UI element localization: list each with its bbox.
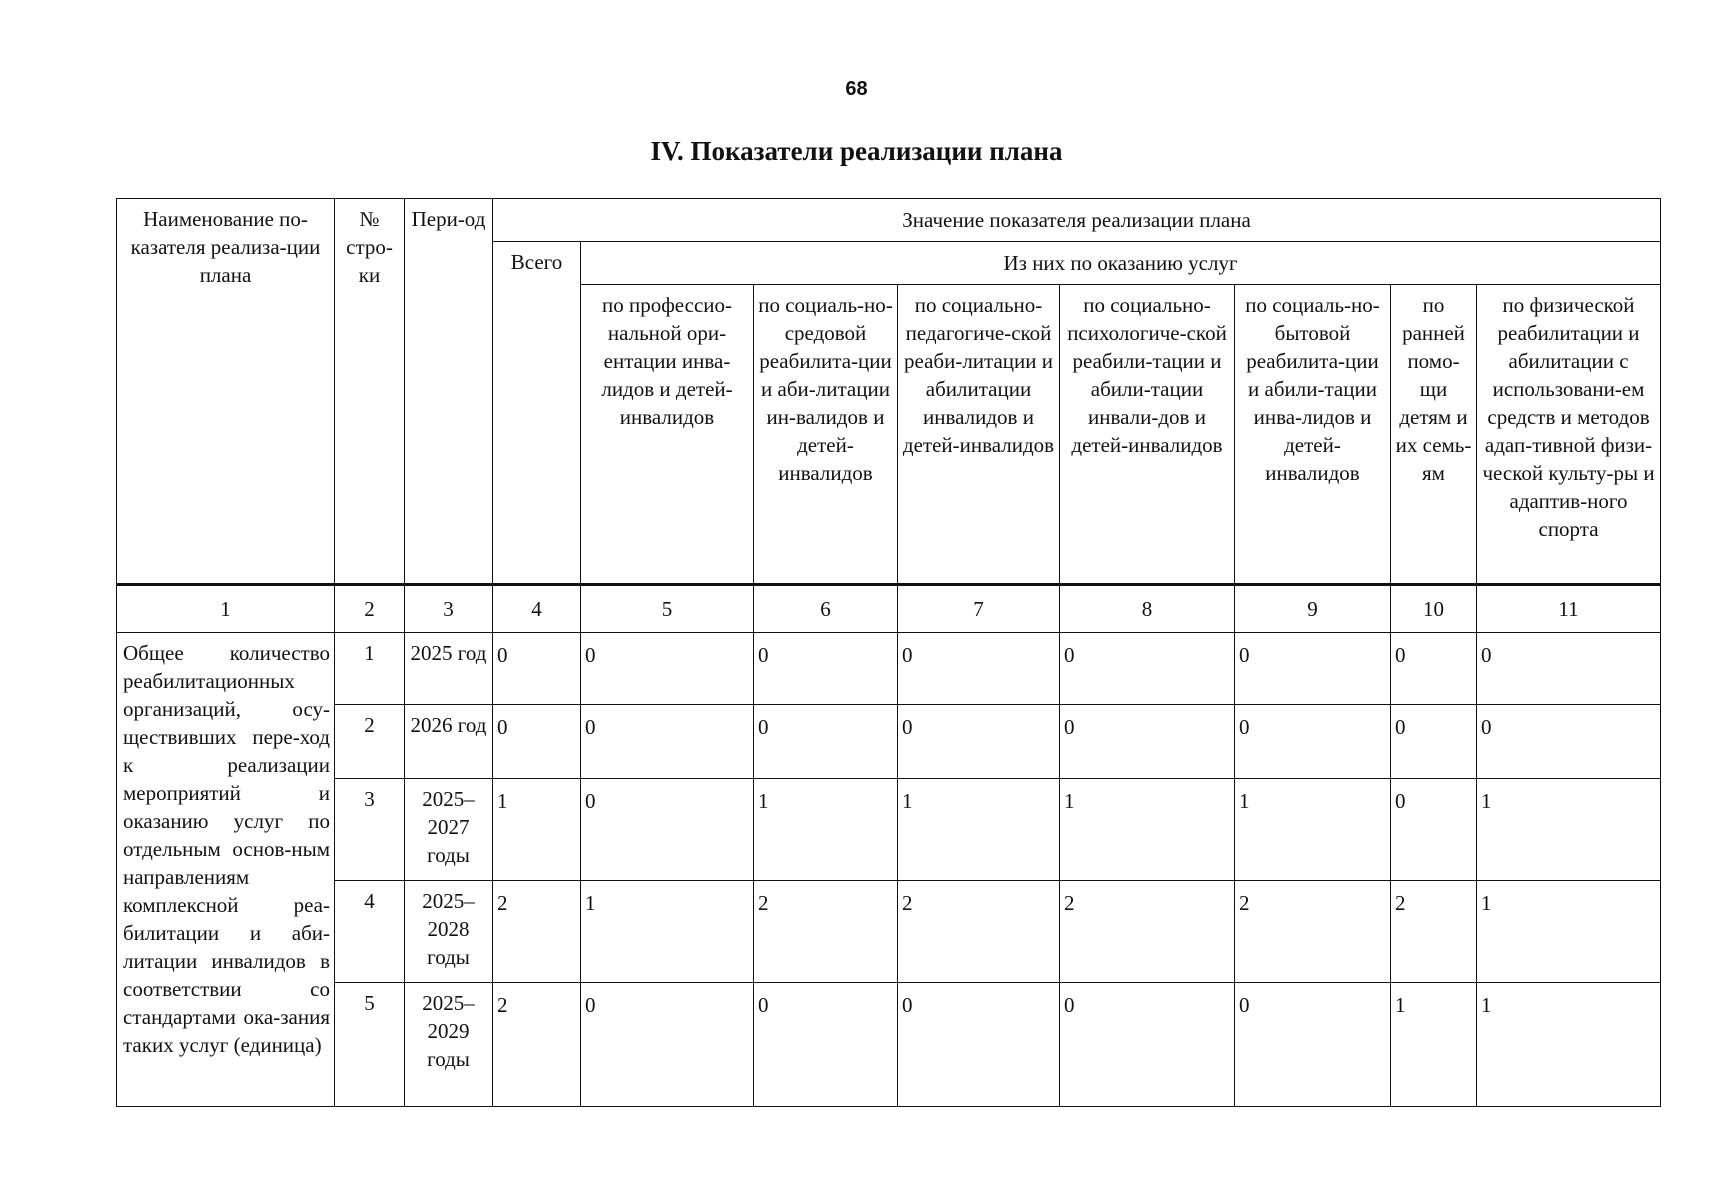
column-numbers-row [117,585,1661,633]
value-cell: 0 [1235,983,1391,1107]
table-row [117,881,1661,983]
row-number: 5 [335,983,405,1107]
value-cell: 0 [898,633,1060,705]
header-service-physical: по физической реабилитации и абилитации с использовани-ем средств и методов адап-тивной физи-ческой культу-ры и адаптив-ного спорта [1477,285,1661,585]
page-number: 68 [845,78,868,100]
column-number: 6 [754,585,898,633]
value-total: 1 [493,779,581,881]
value-cell: 1 [1477,983,1661,1107]
header-total: Всего [493,242,581,585]
header-service-social-environmental: по социаль-но-средовой реабилита-ции и аби-литации ин-валидов и детей-инвалидов [754,285,898,585]
value-cell: 2 [1391,881,1477,983]
column-number: 1 [117,585,335,633]
row-number: 1 [335,633,405,705]
header-service-social-domestic: по социаль-но-бытовой реабилита-ции и абили-тации инва-лидов и детей-инвалидов [1235,285,1391,585]
value-total: 0 [493,705,581,779]
table-row [117,633,1661,705]
section-title: IV. Показатели реализации плана [650,136,1063,166]
column-number: 11 [1477,585,1661,633]
value-total: 2 [493,881,581,983]
value-cell: 0 [754,705,898,779]
value-cell: 0 [1391,633,1477,705]
value-cell: 0 [1477,705,1661,779]
table-row [117,705,1661,779]
header-service-vocational: по профессио-нальной ори-ентации инва-лидов и детей-инвалидов [581,285,754,585]
table-row [117,779,1661,881]
value-cell: 1 [1235,779,1391,881]
column-number: 4 [493,585,581,633]
row-period: 2025–2029 годы [405,983,493,1107]
value-cell: 1 [581,881,754,983]
value-cell: 0 [581,705,754,779]
row-period: 2026 год [405,705,493,779]
value-cell: 0 [1060,705,1235,779]
column-number: 8 [1060,585,1235,633]
value-cell: 0 [1060,983,1235,1107]
row-period: 2025–2028 годы [405,881,493,983]
header-service-early-help: по ранней помо-щи детям и их семь-ям [1391,285,1477,585]
value-cell: 2 [1235,881,1391,983]
value-cell: 0 [1060,633,1235,705]
value-cell: 0 [1235,705,1391,779]
header-service-social-pedagogical: по социально-педагогиче-ской реаби-литации и абилитации инвалидов и детей-инвалидов [898,285,1060,585]
header-service-social-psychological: по социально-психологиче-ской реабили-тации и абили-тации инвали-дов и детей-инвалидов [1060,285,1235,585]
header-indicator-name: Наименование по-казателя реализа-ции плана [117,199,335,585]
value-cell: 2 [898,881,1060,983]
row-period: 2025 год [405,633,493,705]
column-number: 5 [581,585,754,633]
value-cell: 0 [1477,633,1661,705]
column-number: 7 [898,585,1060,633]
column-number: 10 [1391,585,1477,633]
value-cell: 1 [1477,881,1661,983]
header-period: Пери-од [405,199,493,585]
row-number: 3 [335,779,405,881]
value-cell: 0 [898,705,1060,779]
header-value-group: Значение показателя реализации плана [493,199,1661,242]
column-number: 3 [405,585,493,633]
value-cell: 0 [1235,633,1391,705]
column-number: 9 [1235,585,1391,633]
header-services-group: Из них по оказанию услуг [581,242,1661,285]
row-number: 2 [335,705,405,779]
value-cell: 0 [581,983,754,1107]
row-period: 2025–2027 годы [405,779,493,881]
value-cell: 0 [754,633,898,705]
indicator-name: Общее количество реабилитационных организаций, осу-ществивших пере-ход к реализации мероприятий и оказанию услуг по отдельным основ-ным направлениям комплексной реа-билитации и аби-литации инвалидов в соответствии со стандартами ока-зания таких услуг (единица) [117,633,335,1107]
row-number: 4 [335,881,405,983]
value-cell: 0 [581,633,754,705]
plan-indicators-table [116,198,1661,1107]
value-cell: 0 [754,983,898,1107]
value-cell: 0 [1391,779,1477,881]
value-total: 0 [493,633,581,705]
value-cell: 1 [1060,779,1235,881]
value-cell: 2 [754,881,898,983]
value-cell: 1 [1391,983,1477,1107]
column-number: 2 [335,585,405,633]
value-cell: 1 [754,779,898,881]
header-row-number: № стро-ки [335,199,405,585]
value-total: 2 [493,983,581,1107]
value-cell: 0 [898,983,1060,1107]
value-cell: 0 [581,779,754,881]
value-cell: 1 [898,779,1060,881]
table-row [117,983,1661,1107]
value-cell: 1 [1477,779,1661,881]
value-cell: 0 [1391,705,1477,779]
value-cell: 2 [1060,881,1235,983]
